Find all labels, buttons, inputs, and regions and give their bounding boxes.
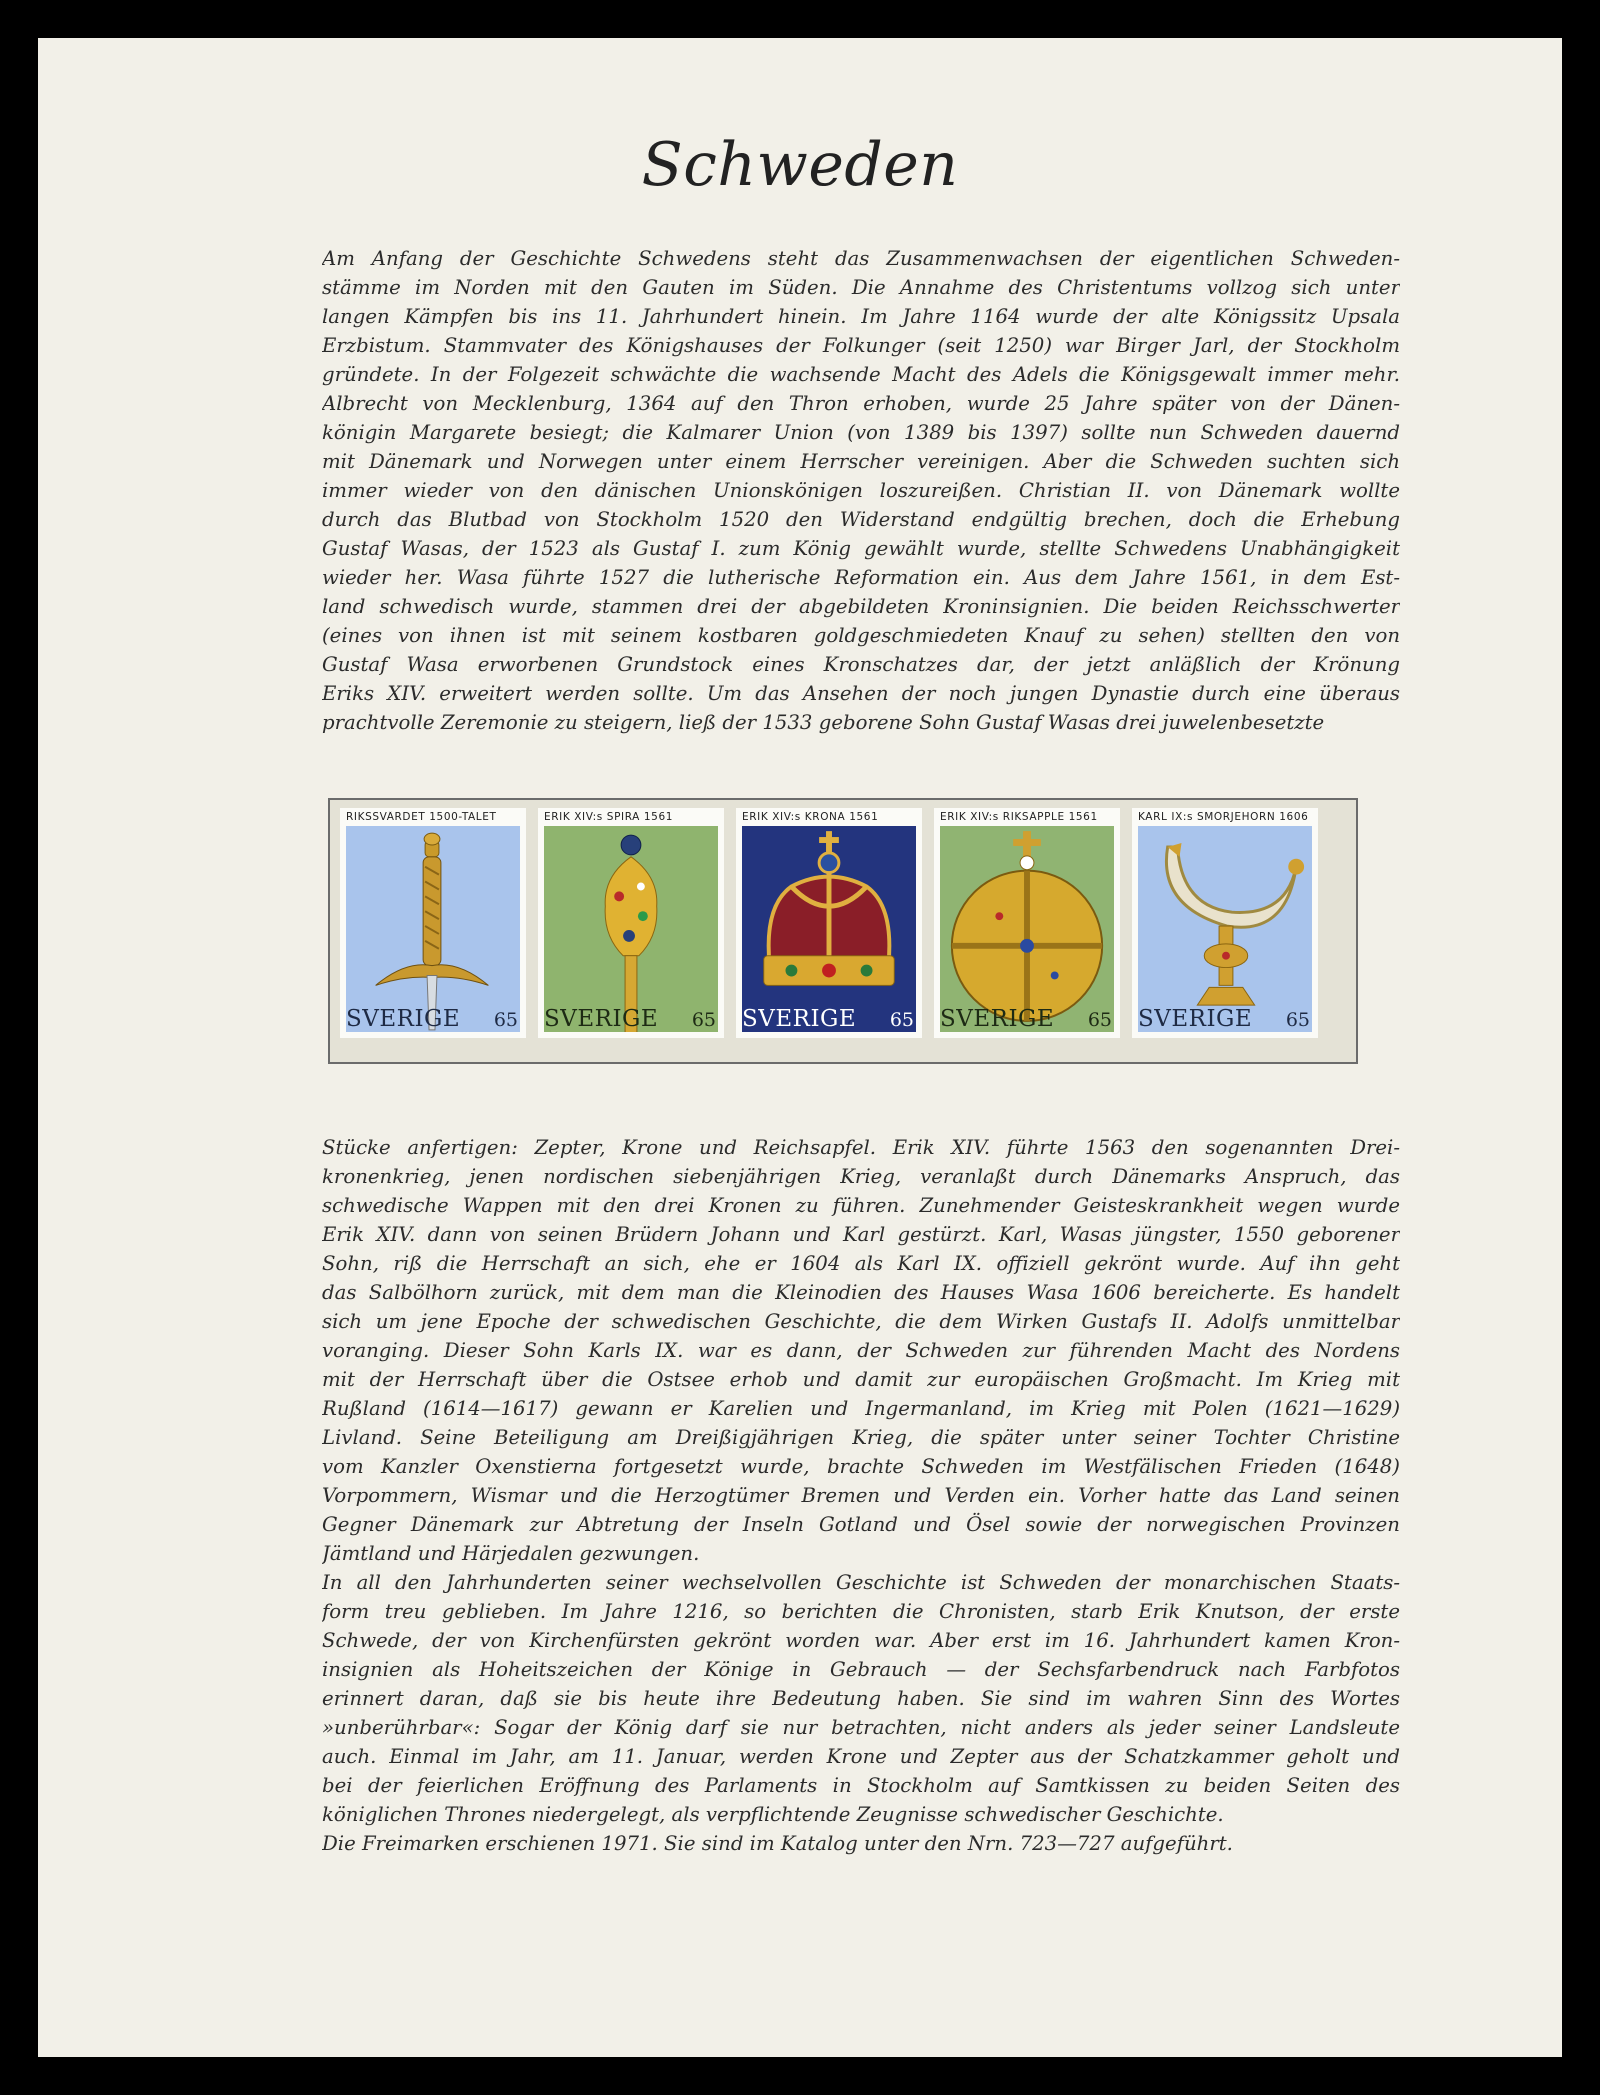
album-page <box>38 38 1562 2057</box>
text-line: mit der Herrschaft über die Ostsee erhob und damit zur europäischen Großmacht. Im Krieg mit <box>322 1368 1400 1391</box>
text-line: prachtvolle Zeremonie zu steigern, ließ der 1533 geborene Sohn Gustaf Wasas drei juwelenbesetzte <box>322 711 1325 734</box>
stamp-country: SVERIGE <box>346 1006 461 1032</box>
sword-icon <box>346 826 520 1032</box>
stamp-caption: ERIK XIV:s SPIRA 1561 <box>544 811 674 823</box>
text-line: königlichen Thrones niedergelegt, als verpflichtende Zeugnisse schwedischer Geschichte. <box>322 1803 1224 1826</box>
text-line: insignien als Hoheitszeichen der Könige in Gebrauch — der Sechsfarbendruck nach Farbfotos <box>322 1658 1400 1681</box>
text-line: sich um jene Epoche der schwedischen Geschichte, die dem Wirken Gustafs II. Adolfs unmittelbar <box>322 1310 1400 1333</box>
text-line: (eines von ihnen ist mit seinem kostbaren goldgeschmiedeten Knauf zu sehen) stellten den von <box>322 624 1400 647</box>
text-line: Erik XIV. dann von seinen Brüdern Johann und Karl gestürzt. Karl, Wasas jüngster, 1550 geborener <box>322 1223 1400 1246</box>
stamp <box>538 808 724 1038</box>
text-line: Stücke anfertigen: Zepter, Krone und Reichsapfel. Erik XIV. führte 1563 den sogenannten Drei- <box>322 1136 1400 1159</box>
stamp-field <box>742 826 916 1032</box>
stamp <box>1132 808 1318 1038</box>
stamp <box>934 808 1120 1038</box>
text-line: königin Margarete besiegt; die Kalmarer Union (von 1389 bis 1397) sollte nun Schweden dauernd <box>322 421 1400 444</box>
stamp-caption: RIKSSVÄRDET 1500-TALET <box>346 811 497 823</box>
text-line: Albrecht von Mecklenburg, 1364 auf den Thron erhoben, wurde 25 Jahre später von der Dänen- <box>322 392 1400 415</box>
stamp <box>736 808 922 1038</box>
text-line: Gegner Dänemark zur Abtretung der Inseln Gotland und Ösel sowie der norwegischen Provinzen <box>322 1513 1400 1536</box>
text-line: erinnert daran, daß sie bis heute ihre Bedeutung haben. Sie sind im wahren Sinn des Wortes <box>322 1687 1400 1710</box>
text-line: gründete. In der Folgezeit schwächte die wachsende Macht des Adels die Königsgewalt immer mehr. <box>322 363 1400 386</box>
stamp-country: SVERIGE <box>940 1006 1055 1032</box>
text-line: wieder her. Wasa führte 1527 die lutherische Reformation ein. Aus dem Jahre 1561, in dem Est- <box>322 566 1400 589</box>
stamp-value: 65 <box>493 1009 518 1031</box>
stamp-caption: ERIK XIV:s RIKSÄPPLE 1561 <box>940 811 1098 823</box>
stamp-country: SVERIGE <box>742 1006 857 1032</box>
text-line: Schwede, der von Kirchenfürsten gekrönt worden war. Aber erst im 16. Jahrhundert kamen Kron- <box>322 1629 1400 1652</box>
stamp-value: 65 <box>889 1009 914 1031</box>
text-line: Gustaf Wasas, der 1523 als Gustaf I. zum König gewählt wurde, stellte Schwedens Unabhängigkeit <box>322 537 1400 560</box>
stamp <box>340 808 526 1038</box>
text-line: »unberührbar«: Sogar der König darf sie nur betrachten, nicht anders als jeder seiner Landsleute <box>322 1716 1400 1739</box>
stamp-strip <box>328 798 1358 1064</box>
text-line: land schwedisch wurde, stammen drei der abgebildeten Kroninsignien. Die beiden Reichsschwerter <box>322 595 1400 618</box>
stamp-country: SVERIGE <box>544 1006 659 1032</box>
scepter-icon <box>544 826 718 1032</box>
perforation <box>528 800 536 1062</box>
text-line: voranging. Dieser Sohn Karls IX. war es dann, der Schweden zur führenden Macht des Nordens <box>322 1339 1400 1362</box>
text-line: bei der feierlichen Eröffnung des Parlaments in Stockholm auf Samtkissen zu beiden Seiten des <box>322 1774 1400 1797</box>
stamp-caption: ERIK XIV:s KRONA 1561 <box>742 811 879 823</box>
perforation <box>726 800 734 1062</box>
text-line: das Salbölhorn zurück, mit dem man die Kleinodien des Hauses Wasa 1606 bereicherte. Es handelt <box>322 1281 1400 1304</box>
page-title: Schweden <box>641 130 959 200</box>
text-line: Gustaf Wasa erworbenen Grundstock eines Kronschatzes dar, der jetzt anläßlich der Krönung <box>322 653 1400 676</box>
text-line: Jämtland und Härjedalen gezwungen. <box>322 1542 700 1565</box>
stamp-value: 65 <box>1285 1009 1310 1031</box>
text-line: Livland. Seine Beteiligung am Dreißigjährigen Krieg, die später unter seiner Tochter Christine <box>322 1426 1400 1449</box>
perforation <box>1122 800 1130 1062</box>
stamp-field <box>346 826 520 1032</box>
stamp-field <box>1138 826 1312 1032</box>
text-line: stämme im Norden mit den Gauten im Süden. Die Annahme des Christentums vollzog sich unter <box>322 276 1400 299</box>
text-line: form treu geblieben. Im Jahre 1216, so berichten die Chronisten, starb Erik Knutson, der erste <box>322 1600 1400 1623</box>
text-line: schwedische Wappen mit den drei Kronen zu führen. Zunehmender Geisteskrankheit wegen wurde <box>322 1194 1400 1217</box>
text-line: In all den Jahrhunderten seiner wechselvollen Geschichte ist Schweden der monarchischen Staats- <box>322 1571 1400 1594</box>
perforation <box>924 800 932 1062</box>
orb-icon <box>940 826 1114 1032</box>
stamp-caption: KARL IX:s SMÖRJEHORN 1606 <box>1138 811 1309 823</box>
horn-icon <box>1138 826 1312 1032</box>
text-line: kronenkrieg, jenen nordischen siebenjährigen Krieg, veranlaßt durch Dänemarks Anspruch, das <box>322 1165 1400 1188</box>
body-text <box>322 1133 1400 1858</box>
crown-icon <box>742 826 916 1032</box>
text-line: Sohn, riß die Herrschaft an sich, ehe er 1604 als Karl IX. offiziell gekrönt wurde. Auf ihn geht <box>322 1252 1400 1275</box>
intro-text <box>322 244 1400 737</box>
text-line: Erzbistum. Stammvater des Königshauses der Folkunger (seit 1250) war Birger Jarl, der Stockholm <box>322 334 1400 357</box>
text-line: Die Freimarken erschienen 1971. Sie sind im Katalog unter den Nrn. 723—727 aufgeführt. <box>322 1832 1233 1855</box>
text-line: auch. Einmal im Jahr, am 11. Januar, werden Krone und Zepter aus der Schatzkammer geholt und <box>322 1745 1400 1768</box>
text-line: durch das Blutbad von Stockholm 1520 den Widerstand endgültig brechen, doch die Erhebung <box>322 508 1400 531</box>
text-line: Rußland (1614—1617) gewann er Karelien und Ingermanland, im Krieg mit Polen (1621—1629) <box>322 1397 1400 1420</box>
text-line: Am Anfang der Geschichte Schwedens steht das Zusammenwachsen der eigentlichen Schweden- <box>322 247 1400 270</box>
text-line: langen Kämpfen bis ins 11. Jahrhundert hinein. Im Jahre 1164 wurde der alte Königssitz Upsala <box>322 305 1400 328</box>
stamp-field <box>544 826 718 1032</box>
text-line: Vorpommern, Wismar und die Herzogtümer Bremen und Verden ein. Vorher hatte das Land seinen <box>322 1484 1400 1507</box>
stamp-country: SVERIGE <box>1138 1006 1253 1032</box>
text-line: immer wieder von den dänischen Unionskönigen loszureißen. Christian II. von Dänemark wollte <box>322 479 1400 502</box>
text-line: Eriks XIV. erweitert werden sollte. Um das Ansehen der noch jungen Dynastie durch eine überaus <box>322 682 1400 705</box>
stamp-field <box>940 826 1114 1032</box>
stamp-value: 65 <box>1087 1009 1112 1031</box>
stamp-value: 65 <box>691 1009 716 1031</box>
text-line: vom Kanzler Oxenstierna fortgesetzt wurde, brachte Schweden im Westfälischen Frieden (1648) <box>322 1455 1400 1478</box>
text-line: mit Dänemark und Norwegen unter einem Herrscher vereinigen. Aber die Schweden suchten sich <box>322 450 1400 473</box>
